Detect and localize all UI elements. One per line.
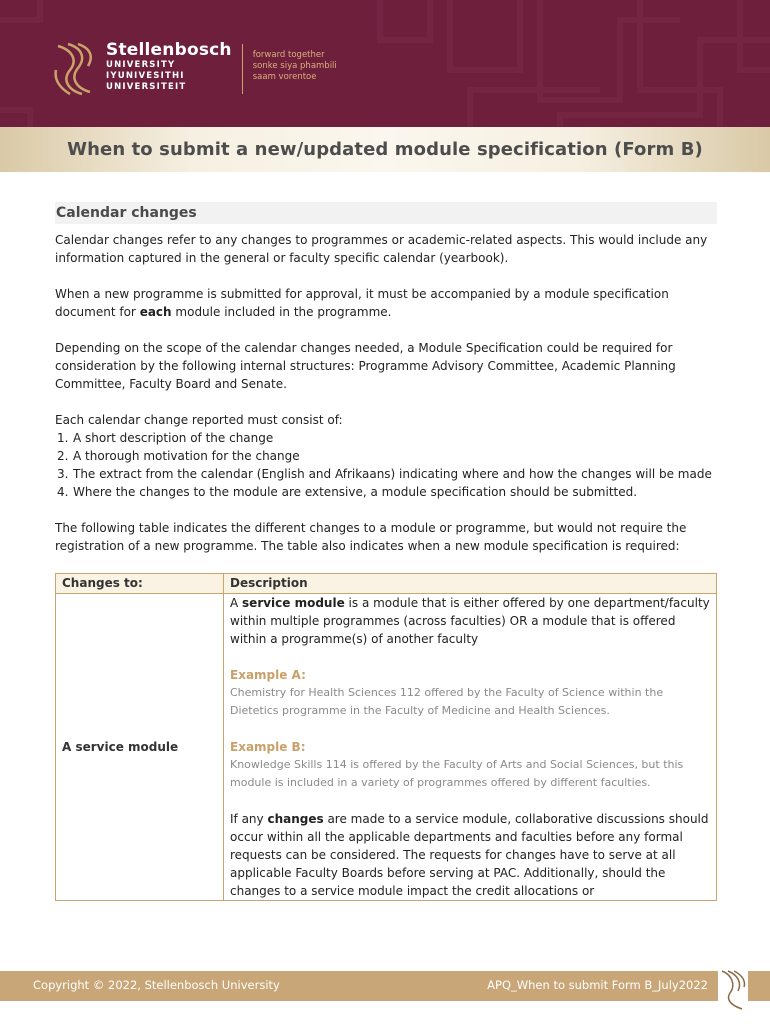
paragraph-calendar-changes: Calendar changes refer to any changes to programmes or academic-related aspects. This would include any information captured in the general or faculty specific calendar (yearbook). [55,233,708,265]
paragraph-new-programme [55,285,717,321]
service-module-definition [230,594,710,648]
footer-bar [0,971,770,1001]
list-item [55,447,717,465]
p2-text-after: module included in the programme. [171,305,392,319]
list-text: Where the changes to the module are extensive, a module specification should be submitted. [73,485,638,499]
changes-table [55,573,717,901]
header-description: Description [224,574,717,594]
row-label-service-module: A service module [56,594,224,901]
table-row [56,594,717,901]
example-b-body: Knowledge Skills 114 is offered by the Faculty of Arts and Social Sciences, but this module is included in a variety of programmes offered by different faculties. [230,758,684,789]
changes-paragraph [230,810,710,900]
university-logo [52,40,337,100]
list-number: 2. [57,449,69,463]
list-number: 3. [57,467,69,481]
header-banner [0,0,770,127]
changes-bold: changes [267,812,324,826]
p2-text-before: When a new programme is submitted for approval, it must be accompanied by a module specification document for [55,287,669,319]
changes-rest: are made to a service module, collaborative discussions should occur within all the applicable departments and faculties before any formal requests can be considered. The requests for changes have to serve at all applicable Faculty Boards before serving at PAC. Additionally, should the changes to a service module impact the credit allocations or [230,812,709,898]
spacer [230,720,710,738]
spacer [230,792,710,810]
example-a-heading: Example A: [230,668,306,682]
p2-bold-each: each [139,305,172,319]
desc-bold: service module [242,596,345,610]
list-text: A thorough motivation for the change [73,449,300,463]
list-text: A short description of the change [73,431,274,445]
list-item [55,483,717,501]
list-item [55,429,717,447]
logo-text [106,40,232,93]
title-band [0,127,770,172]
logo-name: Stellenbosch [106,40,232,60]
footer-document-id: APQ_When to submit Form B_July2022 [487,978,708,992]
logo-sub-1: UNIVERSITY [106,60,176,70]
description-cell [224,594,717,901]
logo-mottos [253,50,337,83]
logo-sub-3: UNIVERSITEIT [106,82,187,92]
list-item [55,465,717,483]
example-b-heading: Example B: [230,740,306,754]
list-text: The extract from the calendar (English and Afrikaans) indicating where and how the changes will be made [73,467,712,481]
paragraph-scope: Depending on the scope of the calendar changes needed, a Module Specification could be required for consideration by the following internal structures: Programme Advisory Committee, Academic Planning Committee, Faculty Board and Senate. [55,341,676,391]
table-intro: The following table indicates the different changes to a module or programme, but would not require the registration of a new programme. The table also indicates when a new module specification is required: [55,521,687,553]
page-title: When to submit a new/updated module specification (Form B) [67,139,703,160]
table-header-row [56,574,717,594]
list-number: 4. [57,485,69,499]
list-number: 1. [57,431,69,445]
list-intro: Each calendar change reported must consist of: [55,413,343,427]
footer-emblem-icon [718,967,748,1011]
motto-afrikaans: saam vorentoe [252,72,317,82]
change-requirements-list [55,429,717,501]
desc-prefix: A [230,596,243,610]
motto-xhosa: sonke siya phambili [252,61,337,71]
logo-emblem-icon [52,40,98,98]
logo-sub-2: IYUNIVESITHI [106,71,185,81]
example-a-body: Chemistry for Health Sciences 112 offered by the Faculty of Science within the Dietetics programme in the Faculty of Medicine and Health Sciences. [230,686,664,717]
motto-english: forward together [252,50,325,60]
main-content [55,202,717,901]
spacer [230,648,710,666]
header-changes-to: Changes to: [56,574,224,594]
section-heading: Calendar changes [55,202,717,224]
footer-copyright: Copyright © 2022, Stellenbosch University [33,978,280,992]
desc-rest: is a module that is either offered by one department/faculty within multiple programmes (across faculties) OR a module that is offered within a programme(s) of another faculty [230,596,710,646]
changes-prefix: If any [230,812,268,826]
logo-divider [242,44,243,94]
